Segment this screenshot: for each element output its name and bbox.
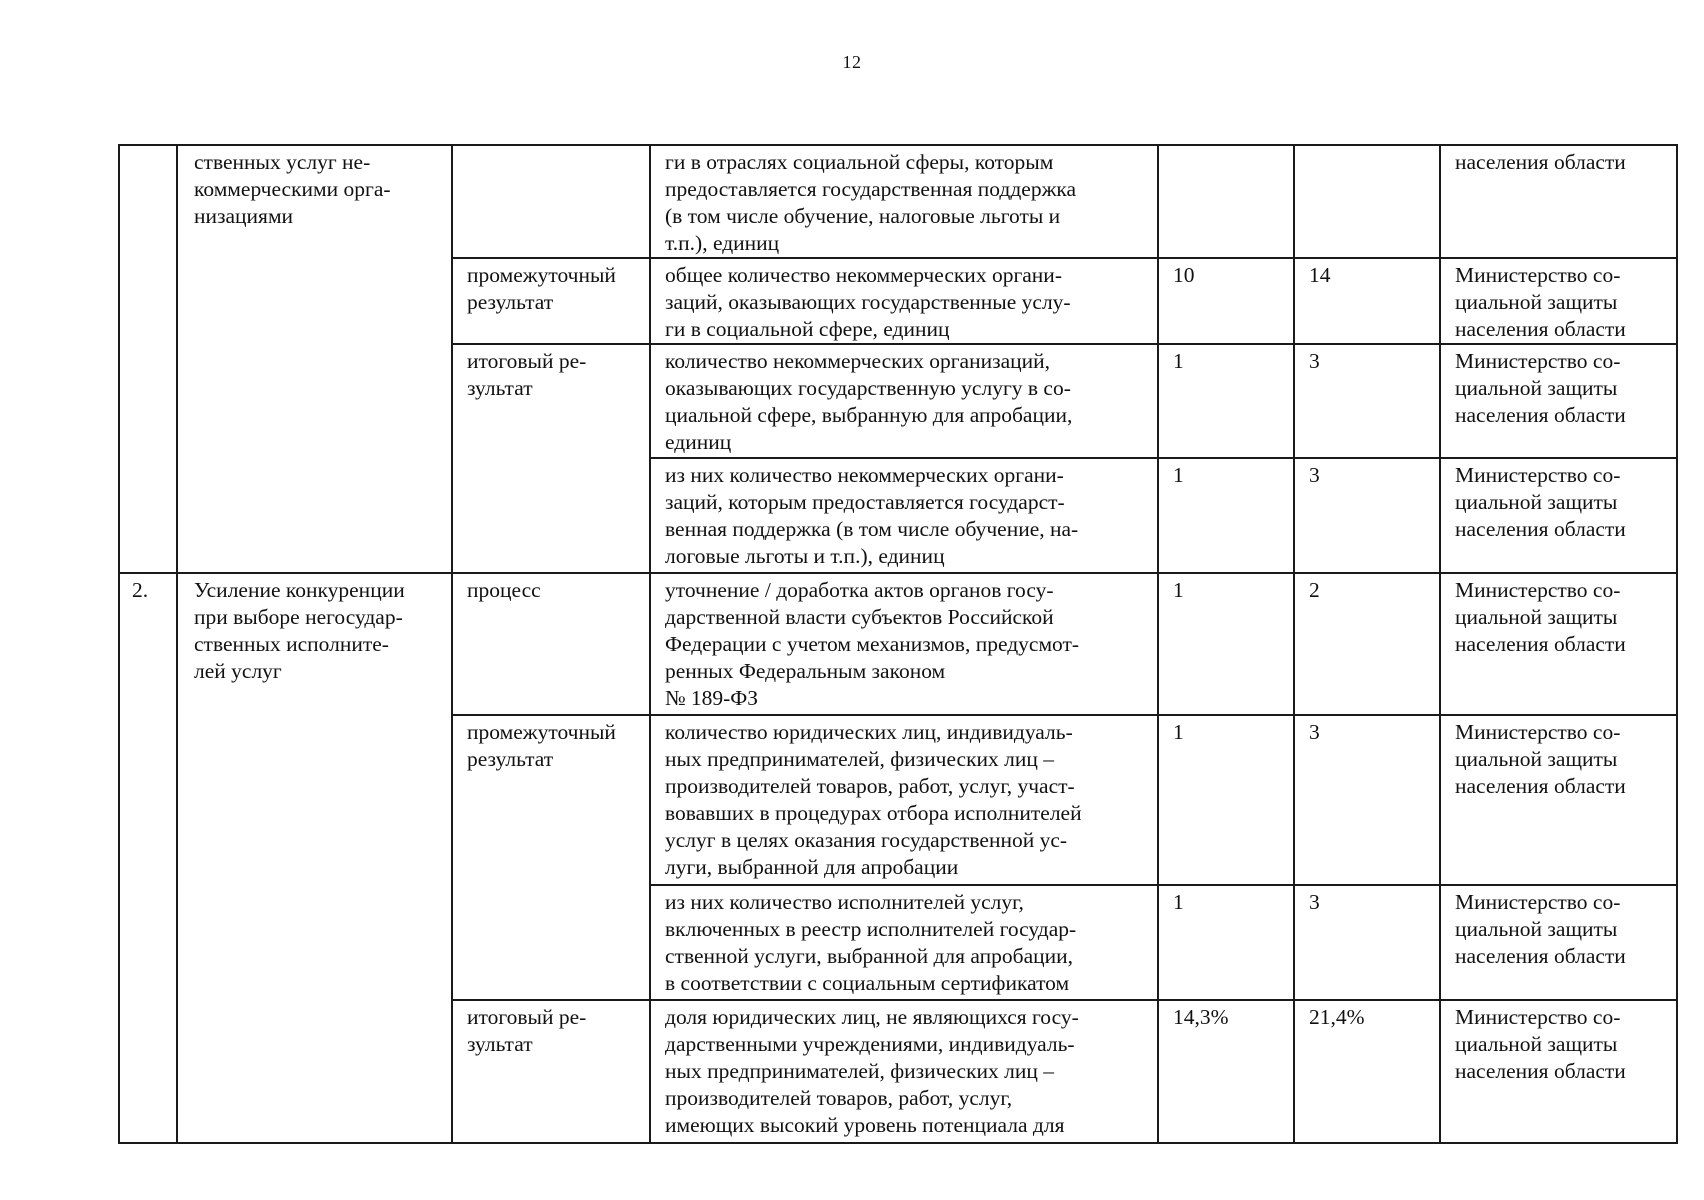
page-number: 12	[842, 52, 862, 72]
value-cell-2: 3	[1294, 458, 1440, 573]
indicator-type-cell	[452, 145, 650, 258]
indicator-type-cell: итоговый ре- зультат	[452, 1000, 650, 1143]
value-cell-1	[1158, 145, 1294, 258]
indicator-cell: уточнение / доработка актов органов госу- дарственной власти субъектов Российской Федерации с учетом механизмов, предусмот- ренных Федеральным законом № 189-ФЗ	[650, 573, 1158, 715]
responsible-cell: Министерство со- циальной защиты населения области	[1440, 715, 1677, 885]
indicator-cell: количество юридических лиц, индивидуаль- ных предпринимателей, физических лиц – производителей товаров, работ, услуг, участ- вовавших в процедурах отбора исполнителей услуг в целях оказания государственной ус- луги, выбранной для апробации	[650, 715, 1158, 885]
value-cell-1: 1	[1158, 458, 1294, 573]
indicator-type-cell: промежуточный результат	[452, 715, 650, 1000]
value-cell-1: 14,3%	[1158, 1000, 1294, 1143]
indicator-cell: из них количество исполнителей услуг, включенных в реестр исполнителей государ- ственной услуги, выбранной для апробации, в соответствии с социальным сертификатом	[650, 885, 1158, 1000]
indicator-type-cell: итоговый ре- зультат	[452, 344, 650, 573]
value-cell-2: 3	[1294, 344, 1440, 458]
task-cell: Усиление конкуренции при выборе негосудар- ственных исполните- лей услуг	[177, 573, 452, 1143]
value-cell-2: 3	[1294, 715, 1440, 885]
responsible-cell: Министерство со- циальной защиты населения области	[1440, 458, 1677, 573]
value-cell-2	[1294, 145, 1440, 258]
indicator-cell: ги в отраслях социальной сферы, которым предоставляется государственная поддержка (в том числе обучение, налоговые льготы и т.п.), единиц	[650, 145, 1158, 258]
task-cell: ственных услуг не- коммерческими орга- низациями	[177, 145, 452, 573]
value-cell-2: 14	[1294, 258, 1440, 344]
responsible-cell: Министерство со- циальной защиты населения области	[1440, 573, 1677, 715]
value-cell-1: 1	[1158, 573, 1294, 715]
row-number-cell	[119, 145, 177, 573]
value-cell-1: 1	[1158, 344, 1294, 458]
table-row	[119, 573, 1677, 715]
indicator-cell: общее количество некоммерческих органи- заций, оказывающих государственные услу- ги в социальной сфере, единиц	[650, 258, 1158, 344]
value-cell-1: 10	[1158, 258, 1294, 344]
indicators-table	[118, 144, 1678, 1144]
responsible-cell: Министерство со- циальной защиты населения области	[1440, 885, 1677, 1000]
responsible-cell: Министерство со- циальной защиты населения области	[1440, 1000, 1677, 1143]
indicator-cell: из них количество некоммерческих органи- заций, которым предоставляется государст- венная поддержка (в том числе обучение, на- логовые льготы и т.п.), единиц	[650, 458, 1158, 573]
row-number-cell: 2.	[119, 573, 177, 1143]
responsible-cell: Министерство со- циальной защиты населения области	[1440, 258, 1677, 344]
indicator-cell: доля юридических лиц, не являющихся госу- дарственными учреждениями, индивидуаль- ных предпринимателей, физических лиц – производителей товаров, работ, услуг, имеющих высокий уровень потенциала для	[650, 1000, 1158, 1143]
value-cell-2: 3	[1294, 885, 1440, 1000]
indicator-cell: количество некоммерческих организаций, оказывающих государственную услугу в со- циальной сфере, выбранную для апробации, единиц	[650, 344, 1158, 458]
value-cell-1: 1	[1158, 885, 1294, 1000]
value-cell-2: 21,4%	[1294, 1000, 1440, 1143]
table-row	[119, 145, 1677, 258]
indicator-type-cell: промежуточный результат	[452, 258, 650, 344]
value-cell-2: 2	[1294, 573, 1440, 715]
value-cell-1: 1	[1158, 715, 1294, 885]
responsible-cell: населения области	[1440, 145, 1677, 258]
indicator-type-cell: процесс	[452, 573, 650, 715]
responsible-cell: Министерство со- циальной защиты населения области	[1440, 344, 1677, 458]
